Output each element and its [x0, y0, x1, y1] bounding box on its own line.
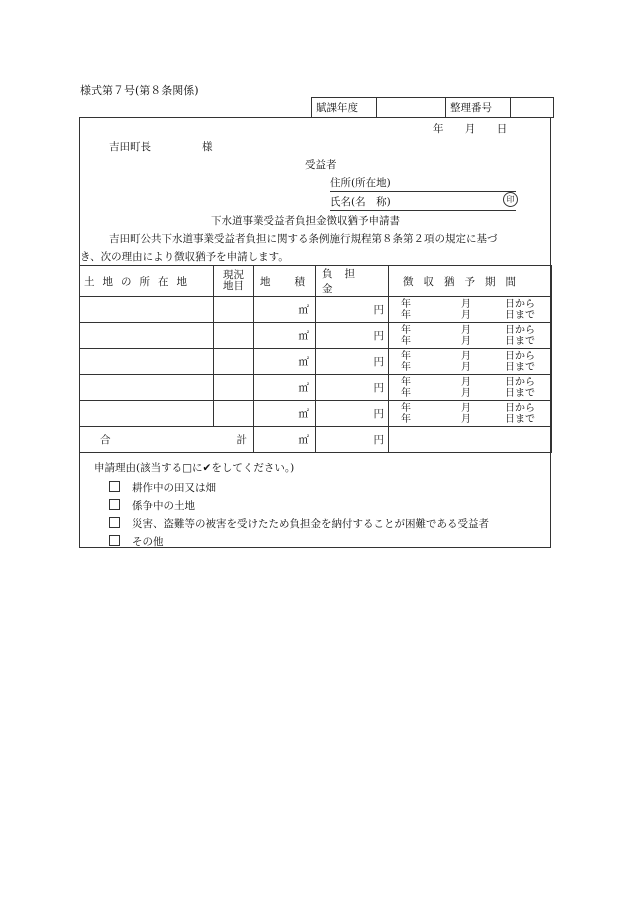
- land-cell[interactable]: [80, 401, 214, 427]
- period-year: 年: [401, 403, 411, 414]
- land-cell[interactable]: [80, 297, 214, 323]
- usage-cell[interactable]: [214, 375, 254, 401]
- period-year: 年: [401, 414, 411, 425]
- period-month: 月: [461, 388, 471, 399]
- period-header: 徴収猶予期間: [389, 266, 552, 297]
- period-from: 日から: [505, 403, 535, 414]
- total-row: [80, 427, 552, 453]
- area-header-a: 地: [260, 275, 271, 288]
- area-header-b: 積: [294, 275, 305, 288]
- ref-number-field[interactable]: [511, 98, 554, 118]
- area-unit: ㎡: [298, 356, 309, 368]
- reason-checkbox[interactable]: [109, 481, 120, 492]
- table-row: [80, 349, 552, 375]
- table-header-row: [80, 266, 552, 297]
- period-year: 年: [401, 310, 411, 321]
- total-area-cell[interactable]: [254, 427, 316, 453]
- ref-number-label: 整理番号: [446, 98, 511, 118]
- yen-unit: 円: [373, 382, 384, 394]
- form-title: 下水道事業受益者負担金徴収猶予申請書: [211, 215, 400, 227]
- period-year: 年: [401, 388, 411, 399]
- total-label: [80, 427, 254, 453]
- tax-year-field[interactable]: [377, 98, 446, 118]
- period-to: 日まで: [505, 388, 535, 399]
- usage-header: [214, 266, 254, 297]
- table-row: [80, 401, 552, 427]
- land-header: 土地の所在地: [80, 266, 214, 297]
- burden-header: 負担金: [316, 266, 389, 297]
- area-header: [254, 266, 316, 297]
- reason-item: [109, 534, 164, 549]
- reason-checkbox[interactable]: [109, 517, 120, 528]
- yen-unit: 円: [373, 408, 384, 420]
- area-cell[interactable]: [254, 323, 316, 349]
- table-row: [80, 323, 552, 349]
- applicant-label: 受益者: [305, 159, 337, 171]
- reason-item: [109, 498, 195, 513]
- yen-unit: 円: [373, 330, 384, 342]
- table-row: [80, 375, 552, 401]
- period-cell[interactable]: [389, 349, 552, 375]
- reason-label: 災害、盗難等の被害を受けたため負担金を納付することが困難である受益者: [132, 518, 489, 530]
- period-to: 日まで: [505, 310, 535, 321]
- burden-cell[interactable]: [316, 401, 389, 427]
- area-unit: ㎡: [298, 382, 309, 394]
- land-table: [79, 265, 552, 453]
- yen-unit: 円: [373, 304, 384, 316]
- yen-unit: 円: [373, 434, 384, 446]
- total-burden-cell[interactable]: [316, 427, 389, 453]
- date-day: 日: [496, 123, 508, 135]
- address-label: 住所(所在地): [330, 177, 391, 189]
- date-line: [433, 121, 507, 136]
- period-month: 月: [461, 351, 471, 362]
- reason-label: その他: [132, 536, 164, 548]
- yen-unit: 円: [373, 356, 384, 368]
- period-month: 月: [461, 414, 471, 425]
- body-text-line2: き、次の理由により徴収猶予を申請します。: [80, 251, 289, 263]
- period-from: 日から: [505, 299, 535, 310]
- reason-item: [109, 516, 489, 531]
- period-month: 月: [461, 310, 471, 321]
- body-text-line1: 吉田町公共下水道事業受益者負担に関する条例施行規程第８条第２項の規定に基づ: [109, 233, 498, 245]
- period-cell[interactable]: [389, 297, 552, 323]
- period-month: 月: [461, 362, 471, 373]
- usage-cell[interactable]: [214, 401, 254, 427]
- tax-year-label: 賦課年度: [312, 98, 377, 118]
- period-to: 日まで: [505, 414, 535, 425]
- burden-cell[interactable]: [316, 297, 389, 323]
- total-period-cell: [389, 427, 552, 453]
- area-cell[interactable]: [254, 297, 316, 323]
- period-cell[interactable]: [389, 375, 552, 401]
- area-unit: ㎡: [298, 434, 309, 446]
- addressee-name: 吉田町長: [109, 141, 151, 153]
- burden-cell[interactable]: [316, 323, 389, 349]
- period-from: 日から: [505, 377, 535, 388]
- period-month: 月: [461, 377, 471, 388]
- period-to: 日まで: [505, 362, 535, 373]
- total-label-right: 計: [236, 434, 247, 446]
- reason-label: 耕作中の田又は畑: [132, 482, 216, 494]
- period-month: 月: [461, 403, 471, 414]
- period-year: 年: [401, 362, 411, 373]
- reason-checkbox[interactable]: [109, 535, 120, 546]
- period-from: 日から: [505, 351, 535, 362]
- burden-cell[interactable]: [316, 375, 389, 401]
- name-field[interactable]: [330, 194, 516, 211]
- total-label-left: 合: [100, 434, 111, 446]
- land-cell[interactable]: [80, 323, 214, 349]
- land-cell[interactable]: [80, 375, 214, 401]
- table-row: [80, 297, 552, 323]
- addressee-honorific: 様: [202, 141, 213, 153]
- reason-item: [109, 480, 216, 495]
- period-cell[interactable]: [389, 401, 552, 427]
- usage-cell[interactable]: [214, 349, 254, 375]
- form-number: 様式第７号(第８条関係): [80, 84, 199, 97]
- name-label: 氏名(名 称): [330, 196, 391, 208]
- header-table: [311, 97, 554, 118]
- area-cell[interactable]: [254, 375, 316, 401]
- period-year: 年: [401, 351, 411, 362]
- seal-mark: 印: [503, 192, 518, 207]
- area-unit: ㎡: [298, 304, 309, 316]
- usage-cell[interactable]: [214, 323, 254, 349]
- usage-header-line2: 地目: [223, 280, 244, 292]
- usage-header-line1: 現況: [223, 269, 244, 281]
- period-year: 年: [401, 377, 411, 388]
- period-month: 月: [461, 325, 471, 336]
- area-cell[interactable]: [254, 401, 316, 427]
- period-cell[interactable]: [389, 323, 552, 349]
- address-field[interactable]: [330, 175, 516, 192]
- burden-cell[interactable]: [316, 349, 389, 375]
- date-year: 年: [433, 123, 444, 135]
- reason-checkbox[interactable]: [109, 499, 120, 510]
- reason-label: 係争中の土地: [132, 500, 195, 512]
- period-year: 年: [401, 325, 411, 336]
- period-month: 月: [461, 336, 471, 347]
- area-unit: ㎡: [298, 408, 309, 420]
- period-year: 年: [401, 336, 411, 347]
- area-unit: ㎡: [298, 330, 309, 342]
- usage-cell[interactable]: [214, 297, 254, 323]
- reason-heading: 申請理由(該当する□に✔をしてください。): [94, 462, 295, 474]
- area-cell[interactable]: [254, 349, 316, 375]
- period-month: 月: [461, 299, 471, 310]
- land-cell[interactable]: [80, 349, 214, 375]
- period-year: 年: [401, 299, 411, 310]
- period-from: 日から: [505, 325, 535, 336]
- period-to: 日まで: [505, 336, 535, 347]
- date-month: 月: [464, 123, 476, 135]
